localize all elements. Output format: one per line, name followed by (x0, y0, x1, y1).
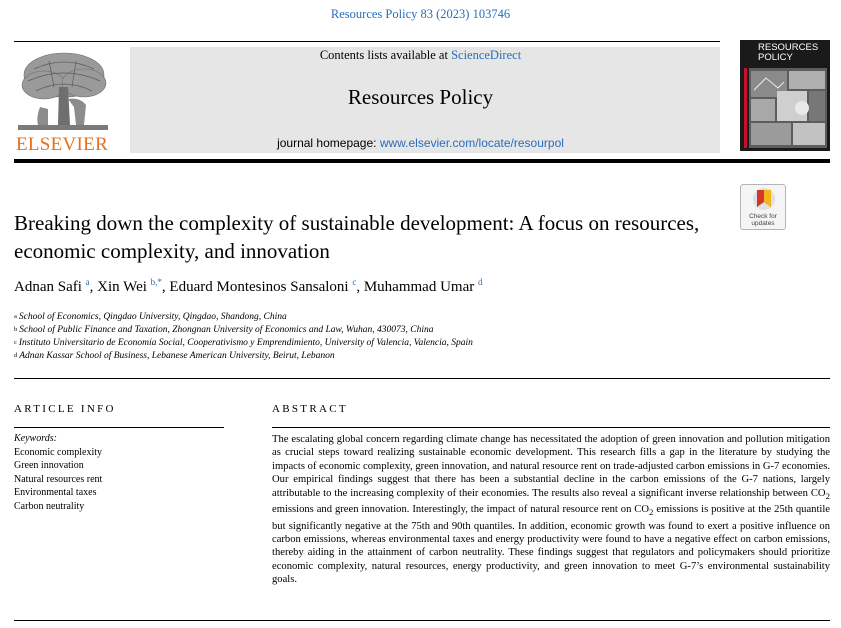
article-title: Breaking down the complexity of sustainable development: A focus on resources, economic complexity, and innovation (14, 211, 700, 263)
affiliation-key: c (14, 339, 17, 346)
author-name[interactable]: Adnan Safi (14, 279, 82, 295)
author-name[interactable]: Muhammad Umar (363, 279, 475, 295)
abstract-part-2: emissions and green innovation. Interestingly, the impact of natural resource rent on CO (272, 504, 650, 516)
keyword-item: Carbon neutrality (14, 500, 85, 512)
affiliation-item (14, 337, 714, 350)
check-label-line-2: updates (751, 220, 775, 227)
journal-homepage-link[interactable]: www.elsevier.com/locate/resourpol (379, 136, 564, 150)
journal-reference[interactable]: Resources Policy 83 (2023) 103746 (330, 7, 511, 21)
check-label-line-1: Check for (749, 213, 777, 220)
contents-line (0, 48, 841, 63)
sciencedirect-link[interactable]: ScienceDirect (451, 48, 522, 62)
bookmark-ribbon-icon (741, 185, 787, 213)
affiliation-list (14, 311, 714, 363)
abstract-heading: ABSTRACT (272, 403, 348, 415)
keyword-item: Green innovation (14, 460, 84, 472)
author-name[interactable]: Eduard Montesinos Sansaloni (169, 279, 349, 295)
contents-prefix: Contents lists available at (319, 48, 452, 62)
author-separator: , (356, 279, 364, 295)
affiliation-key: b (14, 326, 18, 333)
section-divider (14, 378, 830, 379)
abstract-rule (272, 427, 830, 428)
author-name[interactable]: Xin Wei (97, 279, 147, 295)
abstract-part-3: emissions is positive at the 25th quantile but significantly negative at the 75th and 90th quantiles. In addition, economic growth was found to exert a positive influence on carbon emissions, whereas environmental taxes and energy productivity were found to have a negative effect on carbon emissions, thereby aiding in the attainment of carbon neutrality. These findings suggest that regulators and policymakers should prioritize economic complexity, natural resources, energy productivity, and green innovation to meet G-7’s environmental sustainability goals. (272, 504, 830, 586)
header-top-rule (14, 41, 720, 42)
article-info-rule (14, 427, 224, 428)
affiliation-text: Adnan Kassar School of Business, Lebanese American University, Beirut, Lebanon (19, 351, 335, 361)
abstract-part-1: The escalating global concern regarding climate change has necessitated the adoption of green innovation and pollution mitigation as crucial steps toward realizing sustainable economic development. This research fills a gap in the literature by studying the impacts of economic complexity, green innovation, and natural resource rent on trade-adjusted carbon emissions in G-7 economies. Our empirical findings suggest that there has been a substantial decline in the carbon emissions of the G-7 nations, largely attributable to the increasing complexity of their economies. The results also reveal a significant inverse relationship between CO (272, 434, 830, 499)
co2-subscript: 2 (825, 490, 830, 501)
keyword-item: Natural resources rent (14, 473, 103, 485)
author-separator: , (161, 279, 170, 295)
journal-title: Resources Policy (347, 85, 494, 109)
co2-subscript: 2 (649, 507, 654, 518)
affiliation-key: a (14, 313, 17, 320)
keywords-label: Keywords: (14, 433, 57, 444)
keyword-item: Environmental taxes (14, 487, 97, 499)
article-info-heading: ARTICLE INFO (14, 403, 116, 415)
affiliation-text: School of Public Finance and Taxation, Zhongnan University of Economics and Law, Wuhan, 430073, China (19, 325, 434, 335)
author-list (14, 279, 482, 296)
abstract-text (272, 433, 830, 587)
elsevier-wordmark: ELSEVIER (15, 134, 109, 155)
bottom-rule (14, 620, 830, 621)
affiliation-text: School of Economics, Qingdao University, Qingdao, Shandong, China (18, 312, 287, 322)
keyword-item: Economic complexity (14, 447, 103, 458)
check-for-updates-label (741, 213, 785, 227)
author-affiliation-marker[interactable]: d (477, 277, 483, 287)
homepage-prefix: journal homepage: (277, 136, 380, 150)
author-affiliation-marker[interactable]: c (352, 277, 357, 287)
check-for-updates-button[interactable] (740, 184, 786, 230)
cover-title-line-2: POLICY (758, 52, 793, 63)
header-bottom-rule (14, 159, 830, 163)
affiliation-text: Instituto Universitario de Economía Social, Cooperativismo y Emprendimiento, University of Valencia, Valencia, Spain (18, 338, 473, 348)
cover-title-line-1: RESOURCES (758, 42, 819, 53)
keyword-list (14, 446, 102, 513)
affiliation-item (14, 350, 714, 363)
homepage-line (0, 136, 841, 150)
affiliation-item (14, 324, 714, 337)
affiliation-key: d (14, 352, 18, 359)
cover-title (758, 43, 818, 63)
affiliation-item (14, 311, 714, 324)
author-affiliation-marker[interactable]: a (85, 277, 90, 287)
author-separator: , (89, 279, 98, 295)
journal-cover[interactable] (740, 40, 830, 151)
author-affiliation-marker[interactable]: b,* (150, 277, 162, 287)
